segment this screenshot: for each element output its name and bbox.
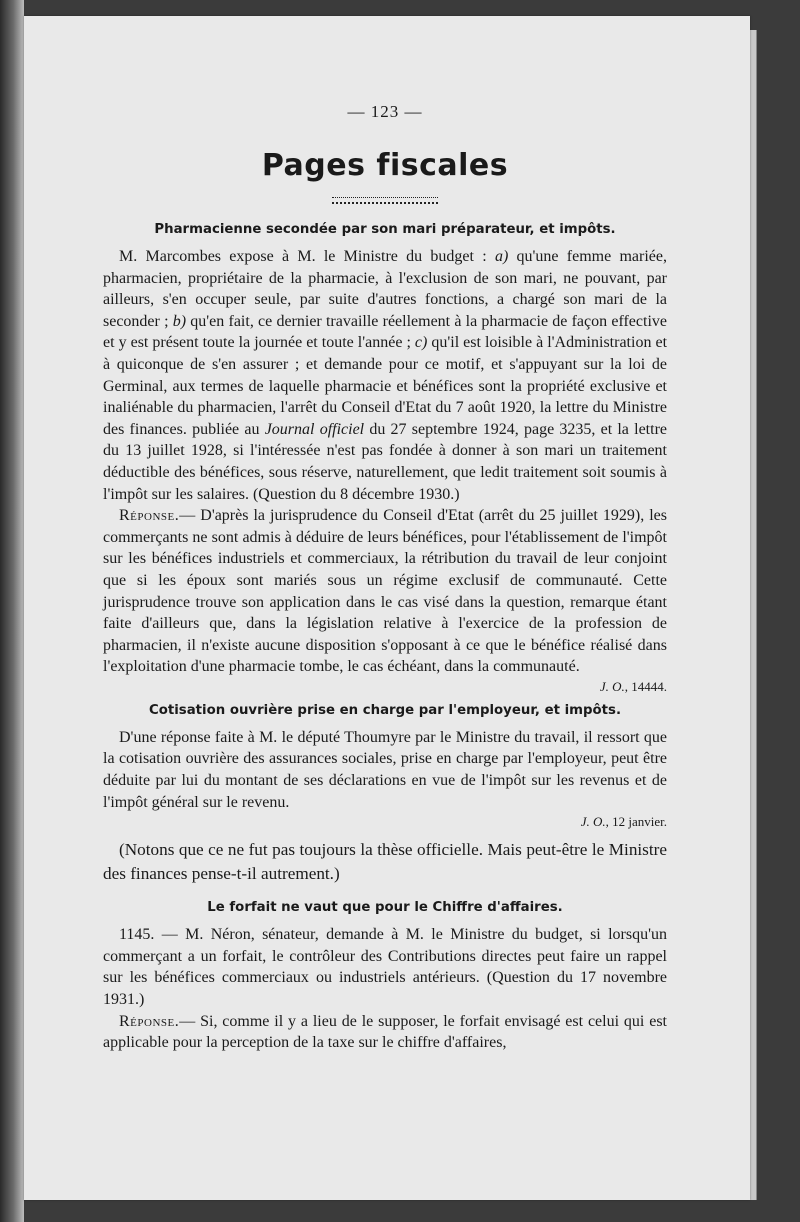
question-item-c: c) <box>414 334 428 352</box>
question-text: qu'une femme mariée, pharmacien, propriétaire de la pharmacie, à l'exclusion de son mari, ne pouvant, par ailleurs, s'en occuper seule, par suite d'autres fonctions, a chargé son mari de la seconder ; <box>103 248 667 330</box>
question-item-b: b) <box>172 312 187 330</box>
answer-text: — Si, comme il y a lieu de le supposer, le forfait envisagé est celui qui est applicable pour la perception de la taxe sur le chiffre d'affaires, <box>103 1012 667 1052</box>
answer-text: — D'après la jurisprudence du Conseil d'Etat (arrêt du 25 juillet 1929), les commerçants ne sont admis à déduire de leurs bénéfices, pour l'établissement de l'impôt sur les bénéfices industriels et commerciaux, la rétribution du travail de leur conjoint que si les époux sont mariés sous un régime exclusif de communauté. Cette jurisprudence trouve son application dans le cas visé dans la question, remarque étant faite d'ailleurs que, dans la législation relative à l'exercice de la profession de pharmacien, il n'existe aucune disposition s'opposant à ce que le bénéfice réalisé dans l'exploitation d'une pharmacie tombe, le cas échéant, dans la communauté. <box>103 507 667 676</box>
citation-reference: , 12 janvier. <box>605 814 667 830</box>
journal-officiel-reference: Journal officiel <box>264 420 365 438</box>
page-content <box>103 102 667 1054</box>
section-heading-forfait: Le forfait ne vaut que pour le Chiffre d'affaires. <box>207 900 563 916</box>
document-page <box>24 16 750 1200</box>
question-text: du 27 septembre 1924, page 3235, et la lettre du 13 juillet 1928, si l'intéressée n'est pas fondée à donner à son mari un traitement déductible des bénéfices, sous réserve, naturellement, que ledit traitement soit soumis à l'impôt sur les salaires. (Question du 8 décembre 1930.) <box>103 420 667 503</box>
title-divider <box>332 197 438 204</box>
answer-label: Réponse. <box>119 1012 180 1030</box>
page-number: — 123 — <box>347 102 423 121</box>
section-heading-pharmacienne: Pharmacienne secondée par son mari préparateur, et impôts. <box>154 222 616 237</box>
question-item-a: a) <box>494 248 509 265</box>
answer-paragraph <box>103 505 667 678</box>
section-heading-cotisation: Cotisation ouvrière prise en charge par l'employeur, et impôts. <box>148 702 622 718</box>
citation-source: J. O. <box>599 678 625 694</box>
body-paragraph: D'une réponse faite à M. le député Thoumyre par le Ministre du travail, il ressort que la cotisation ouvrière des assurances sociales, prise en charge par l'employeur, peut être déduite par lui du montant de ses déclarations en vue de l'impôt sur les revenus et de l'impôt général sur le revenu. <box>103 728 667 811</box>
source-citation <box>103 814 667 830</box>
question-text: qu'il est loisible à l'Administration et à quiconque de s'en assurer ; et demande pour ce motif, et s'appuyant sur la loi de Germinal, aux termes de laquelle pharmacie et bénéfices sont la propriété exclusive et inaliénable du pharmacien, l'arrêt du Conseil d'Etat du 7 août 1920, la lettre du Ministre des finances. publiée au <box>103 334 668 438</box>
source-citation <box>103 679 667 695</box>
question-paragraph: 1145. — M. Néron, sénateur, demande à M. le Ministre du budget, si lorsqu'un commerçant a un forfait, le contrôleur des Contributions directes peut faire un rappel sur les bénéfices commerciaux ou industriels antérieurs. (Question du 17 novembre 1931.) <box>103 926 667 1009</box>
question-paragraph <box>103 246 667 505</box>
editorial-note: (Notons que ce ne fut pas toujours la thèse officielle. Mais peut-être le Ministre des finances pense-t-il autrement.) <box>103 840 667 884</box>
citation-reference: , 14444. <box>624 678 667 694</box>
answer-label: Réponse. <box>119 507 180 525</box>
answer-paragraph <box>103 1011 667 1054</box>
question-text: qu'en fait, ce dernier travaille réellement à la pharmacie de façon effective et y est présent toute la journée et toute l'année ; <box>103 312 668 352</box>
scan-binding-edge <box>0 0 24 1222</box>
page-title: Pages fiscales <box>261 148 509 183</box>
question-text: M. Marcombes expose à M. le Ministre du budget : <box>119 248 495 265</box>
citation-source: J. O. <box>580 814 606 830</box>
